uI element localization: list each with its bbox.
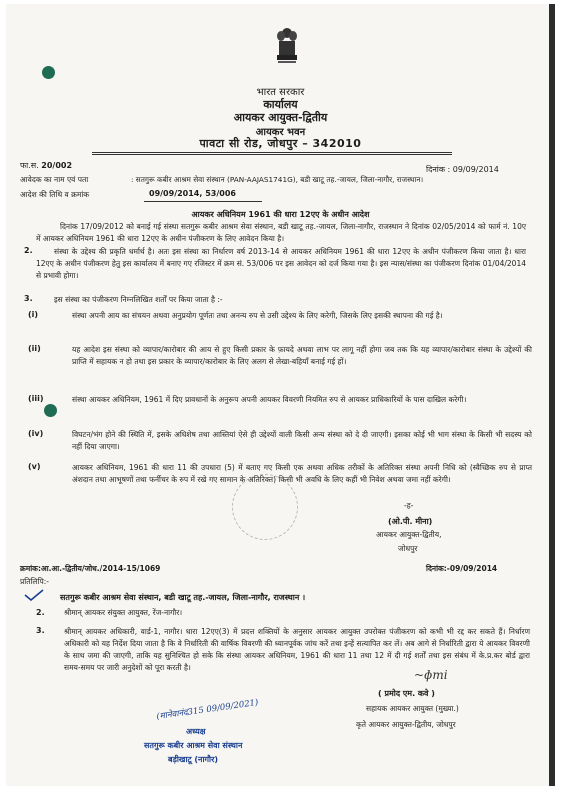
order-title: आयकर अधिनियम 1961 की धारा 12एए के अधीन आदेश [191, 210, 370, 219]
header-address: पावटा सी रोड, जोधपुर – 342010 [199, 137, 362, 150]
file-number: फा.स. 20/002 [20, 161, 73, 170]
national-emblem-icon [276, 26, 298, 68]
copy-label: प्रतिलिपि:- [20, 577, 49, 586]
condition-number: (iv) [28, 429, 44, 438]
stamp-organisation: सतगुरू कबीर आश्रम सेवा संस्थान [144, 741, 243, 750]
tick-mark-icon [24, 589, 44, 601]
signatory-place: जोधपुर [398, 544, 418, 553]
punch-hole [42, 66, 55, 79]
header-office: कार्यालय [263, 98, 298, 111]
condition-text: विघटन/भंग होने की स्थिति में, इसके अधिशेष तथा आस्तियां ऐसे ही उद्देश्यों वाली किसी अन्य संस्था को दे दी जाएगी। इसका कोई भी भाग संस्था के किसी भी सदस्य को नहीं दिया जाएगा। [72, 430, 532, 451]
letter-date: दिनांक : 09/09/2014 [426, 165, 499, 174]
condition-number: (ii) [28, 344, 41, 353]
copy-number: 2. [36, 608, 45, 617]
copy-item-2: श्रीमान् आयकर संयुक्त आयुक्त, रेंज-नागौर। [64, 608, 183, 617]
condition-number: (iii) [28, 394, 44, 403]
para-number: 2. [24, 246, 33, 255]
document-page [6, 4, 555, 786]
copy-item-1: सतगुरू कबीर आश्रम सेवा संस्थान, बडी खाटू तह.-जायल, जिला-नागौर, राजस्थान । [60, 593, 306, 602]
handwritten-acknowledgement: (मानेवानंद315 09/09/2021) [155, 697, 259, 723]
header-rule [92, 154, 452, 155]
signoff-name: ( प्रमोद एम. कवे ) [378, 689, 435, 698]
order-underline [144, 201, 262, 202]
condition-number: (v) [28, 462, 41, 471]
copy-number: 3. [36, 626, 45, 635]
order-label: आदेश की तिथि व क्रमांक [20, 190, 90, 199]
stamp-location: बड़ीखाटू (नागौर) [168, 755, 219, 764]
signoff-designation: सहायक आयकर आयुक्त (मुख्या.) [366, 704, 459, 713]
signature-sd: -ह- [404, 501, 414, 510]
header-commissioner: आयकर आयुक्त-द्वितीय [233, 111, 328, 124]
condition-text: यह आदेश इस संस्था को व्यापार/कारोबार की आय से हुए किसी प्रकार के फ़ायदे अथवा लाभ पर लागू नहीं होगा जब तक कि यह व्यापार/कारोबार संस्था के उद्देश्यों की प्राप्ति में सहायक न हो तथा इस प्रकार के व्यापार/कारोबार के लिए अलग से लेखा-बहियाँ बनाई गई हों। [72, 345, 532, 366]
condition-number: (i) [28, 310, 39, 319]
copy-item-3: श्रीमान् आयकर अधिकारी, वार्ड-1, नागौर। धारा 12एए(3) में प्रदत्त शक्तियों के अनुसार आयकर आयुक्त उपरोक्त पंजीकरण को कभी भी रद्द कर सकते हैं। निर्धारण अधिकारी को यह निर्देश दिया जाता है कि वे निर्धारिती की वार्षिक विवरणी की ध्यानपूर्वक जांच करें तथा इन्हें सत्यापित कर लें। अब आगे से निर्धारिती द्वारा ये आयकर विवरणी के साथ जमा की जाएगी, ताकि यह सुनिश्चित हो सके कि संस्था आयकर अधिनियम, 1961 की धारा 11 तथा 12 में दी गई शर्तों तथा इस संबंध में के.प्र.कर बोर्ड द्वारा समय-समय पर जारी अनुदेशों को पूरा करती है। [64, 627, 530, 672]
order-value: 09/09/2014, 53/006 [149, 189, 236, 198]
header-line-1: भारत सरकार [256, 87, 305, 98]
signatory-name: (ओ.पी. मीना) [388, 517, 433, 526]
condition-text: आयकर अधिनियम, 1961 की धारा 11 की उपधारा (5) में बताए गए किसी एक अथवा अधिक तरीकों के अतिरिक्त संस्था अपनी निधि को (स्वैच्छिक रुप से प्राप्त अंशदान तथा आभूषणों तथा फर्नीचर के रुप में रखे गए सामान के अतिरिक्त) किसी भी अवधि के लिए कहीं भी निवेश अथवा जमा नहीं करेगी। [72, 463, 532, 484]
office-seal [232, 474, 298, 540]
para-number: 3. [24, 294, 33, 303]
applicant-label: आवेदक का नाम एवं पता [20, 175, 89, 184]
punch-hole [44, 404, 57, 417]
signoff-for: कृते आयकर आयुक्त-द्वितीय, जोधपुर [356, 720, 456, 729]
header-rule [92, 152, 452, 153]
endorsement-date: दिनांक:-09/09/2014 [426, 564, 498, 573]
paragraph-2: संस्था के उद्देश्य की प्रकृति धर्मार्थ है। अतः इस संस्था का निर्धारण वर्ष 2013-14 से आयकर अधिनियम 1961 की धारा 12एए के अधीन पंजीकरण किया जाता है। धारा 12एए के अधीन पंजीकरण हेतु इस कार्यालय में बनाए गए रजिस्टर में क्रम सं. 53/006 पर इस आवेदन को दर्ज किया गया है। इस न्यास/संस्था का पंजीकरण दिनांक 01/04/2014 से प्रभावी होगा। [36, 247, 526, 280]
header-building: आयकर भवन [255, 127, 306, 138]
condition-text: संस्था आयकर अधिनियम, 1961 में दिए प्रावधानों के अनुरूप अपनी आयकर विवरणी नियमित रुप से आयकर प्राधिकारियों के पास दाखिल करेगी। [72, 395, 467, 404]
signatory-designation: आयकर आयुक्त-द्वितीय, [376, 530, 442, 539]
applicant-value: : सतगुरू कबीर आश्रम सेवा संस्थान (PAN-AAJAS1741G), बडी खाटू तह.-जायल, जिला-नागौर, राजस्थान। [131, 175, 424, 184]
endorsement-ref: क्रमांक:आ.आ.-द्वितीय/जोध./2014-15/1069 [20, 564, 161, 573]
stamp-president: अध्यक्ष [186, 727, 206, 736]
condition-text: संस्था अपनी आय का संचयन अथवा अनुप्रयोग पूर्णतः तथा अनन्य रुप से उसी उद्देश्य के लिए करेगी, जिसके लिए इसकी स्थापना की गई है। [72, 311, 443, 320]
paragraph-1: दिनांक 17/09/2012 को बनाई गई संस्था सतगुरू कबीर आश्रम सेवा संस्थान, बडी खाटू तह.-जायल, जिला-नागौर, राजस्थान ने दिनांक 02/05/2014 को फार्म नं. 10ए में आयकर अधिनियम 1961 की धारा 12एए के अधीन पंजीकरण के लिए आवेदन किया है। [36, 222, 526, 243]
paragraph-3: इस संस्था का पंजीकरण निम्नलिखित शर्तों पर किया जाता है :- [54, 295, 223, 304]
handwritten-signature: ~ɸmi [414, 668, 448, 682]
